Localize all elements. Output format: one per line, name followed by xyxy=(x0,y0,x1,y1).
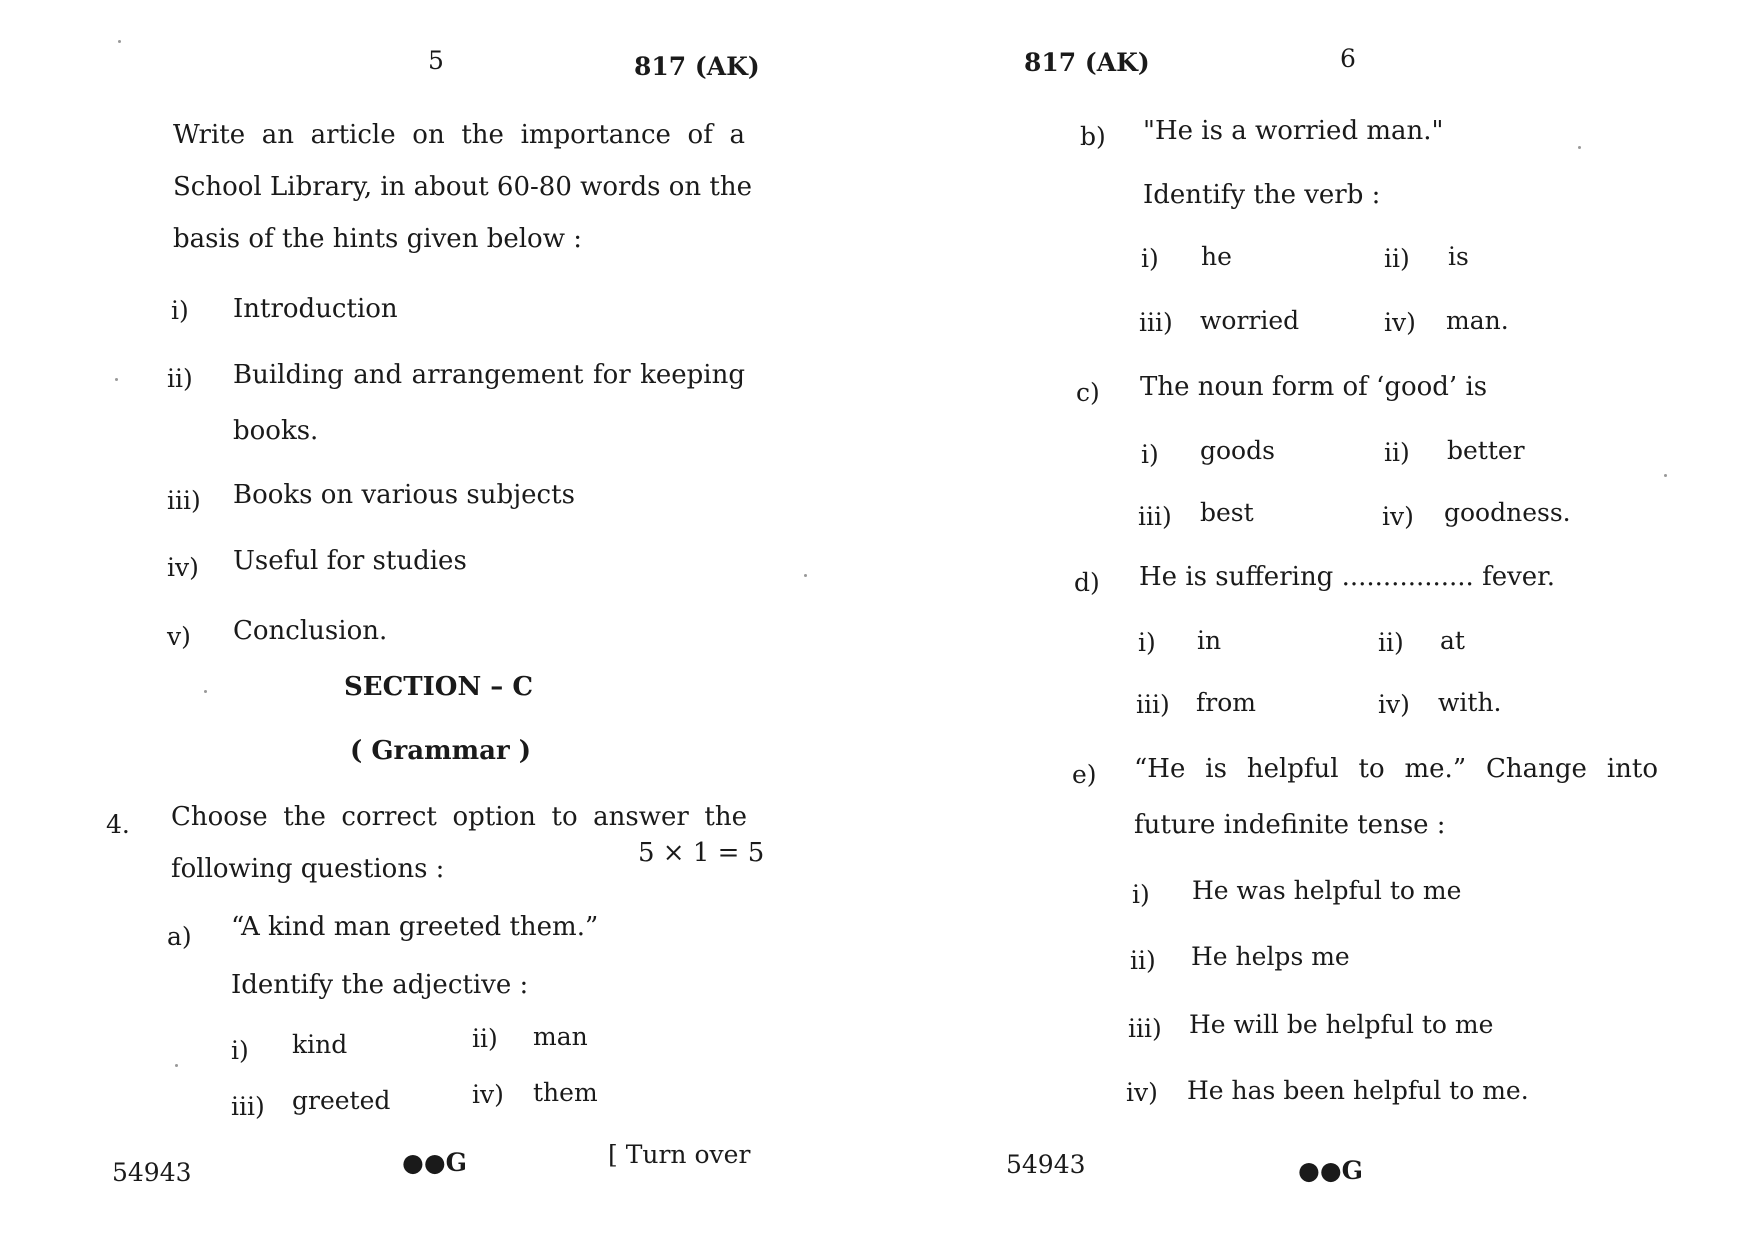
option-text: man xyxy=(533,1022,588,1051)
footer-mark: ●●G xyxy=(402,1148,467,1177)
question-4-line-2: following questions : xyxy=(171,854,445,884)
left-page-number: 5 xyxy=(428,46,444,75)
option-number: ii) xyxy=(1130,946,1156,975)
option-number: iii) xyxy=(1136,690,1170,719)
option-number: iii) xyxy=(231,1092,265,1121)
turn-over-note: [ Turn over xyxy=(608,1140,751,1169)
option-number: i) xyxy=(1132,880,1150,909)
scan-speck xyxy=(115,378,118,381)
option-number: iv) xyxy=(1126,1078,1158,1107)
question-b-instruction: Identify the verb : xyxy=(1143,180,1381,210)
scan-speck xyxy=(804,574,807,577)
option-text: goods xyxy=(1200,436,1275,465)
option-text: He has been helpful to me. xyxy=(1187,1076,1529,1105)
option-text: from xyxy=(1196,688,1256,717)
option-number: i) xyxy=(1138,628,1156,657)
article-prompt-line-2: School Library, in about 60-80 words on the xyxy=(173,172,752,202)
right-paper-code: 817 (AK) xyxy=(1024,48,1150,77)
option-text: with. xyxy=(1438,688,1502,717)
option-text: best xyxy=(1200,498,1254,527)
question-a-quote: “A kind man greeted them.” xyxy=(231,912,599,942)
option-text: he xyxy=(1201,242,1232,271)
option-number: i) xyxy=(1141,244,1159,273)
option-number: i) xyxy=(231,1036,249,1065)
option-number: ii) xyxy=(1378,628,1404,657)
left-paper-code: 817 (AK) xyxy=(634,52,760,81)
option-text: He will be helpful to me xyxy=(1189,1010,1494,1039)
section-title: SECTION – C xyxy=(344,672,534,702)
question-number: 4. xyxy=(106,810,130,839)
option-number: ii) xyxy=(1384,244,1410,273)
question-a-instruction: Identify the adjective : xyxy=(231,970,529,1000)
option-text: goodness. xyxy=(1444,498,1571,527)
hint-number: v) xyxy=(167,622,191,651)
hint-number: i) xyxy=(171,296,189,325)
option-text: at xyxy=(1440,626,1465,655)
option-number: ii) xyxy=(1384,438,1410,467)
footer-code: 54943 xyxy=(1006,1150,1086,1179)
option-text: kind xyxy=(292,1030,348,1059)
hint-text-continued: books. xyxy=(233,416,319,446)
question-label: c) xyxy=(1076,378,1100,407)
footer-code: 54943 xyxy=(112,1158,192,1187)
option-text: greeted xyxy=(292,1086,391,1115)
option-number: iv) xyxy=(1382,502,1414,531)
hint-text: Introduction xyxy=(233,294,398,324)
question-e-line-2: future indefinite tense : xyxy=(1134,810,1446,840)
option-number: ii) xyxy=(472,1024,498,1053)
option-number: iii) xyxy=(1128,1014,1162,1043)
right-page-number: 6 xyxy=(1340,44,1356,73)
question-label: a) xyxy=(167,922,192,951)
option-text: man. xyxy=(1446,306,1509,335)
footer-mark: ●●G xyxy=(1298,1156,1363,1185)
scan-speck xyxy=(1664,474,1667,477)
hint-number: iv) xyxy=(167,553,199,582)
scan-speck xyxy=(175,1064,178,1067)
article-prompt-line-1: Write an article on the importance of a xyxy=(173,120,745,150)
option-number: iv) xyxy=(472,1080,504,1109)
option-text: He helps me xyxy=(1191,942,1350,971)
option-number: iii) xyxy=(1139,308,1173,337)
option-text: better xyxy=(1447,436,1525,465)
option-number: iv) xyxy=(1378,690,1410,719)
question-c-text: The noun form of ‘good’ is xyxy=(1140,372,1488,402)
option-text: is xyxy=(1448,242,1469,271)
hint-text: Useful for studies xyxy=(233,546,467,576)
hint-text: Books on various subjects xyxy=(233,480,575,510)
option-number: iv) xyxy=(1384,308,1416,337)
question-e-line-1: “He is helpful to me.” Change into xyxy=(1134,754,1658,784)
hint-number: iii) xyxy=(167,486,201,515)
option-text: He was helpful to me xyxy=(1192,876,1462,905)
option-number: i) xyxy=(1141,440,1159,469)
question-4-line-1: Choose the correct option to answer the xyxy=(171,802,747,832)
option-text: them xyxy=(533,1078,598,1107)
hint-text: Building and arrangement for keeping xyxy=(233,360,745,390)
hint-text: Conclusion. xyxy=(233,616,388,646)
question-label: b) xyxy=(1080,122,1106,151)
section-subtitle: ( Grammar ) xyxy=(350,736,532,766)
article-prompt-line-3: basis of the hints given below : xyxy=(173,224,582,254)
scan-speck xyxy=(204,690,207,693)
question-b-quote: "He is a worried man." xyxy=(1143,116,1444,146)
option-number: iii) xyxy=(1138,502,1172,531)
question-d-text: He is suffering ................ fever. xyxy=(1139,562,1556,592)
option-text: worried xyxy=(1200,306,1300,335)
question-label: d) xyxy=(1074,568,1100,597)
question-label: e) xyxy=(1072,760,1097,789)
hint-number: ii) xyxy=(167,364,193,393)
scan-speck xyxy=(118,40,121,43)
option-text: in xyxy=(1197,626,1222,655)
scan-speck xyxy=(1578,146,1581,149)
marks-allocation: 5 × 1 = 5 xyxy=(638,838,765,868)
